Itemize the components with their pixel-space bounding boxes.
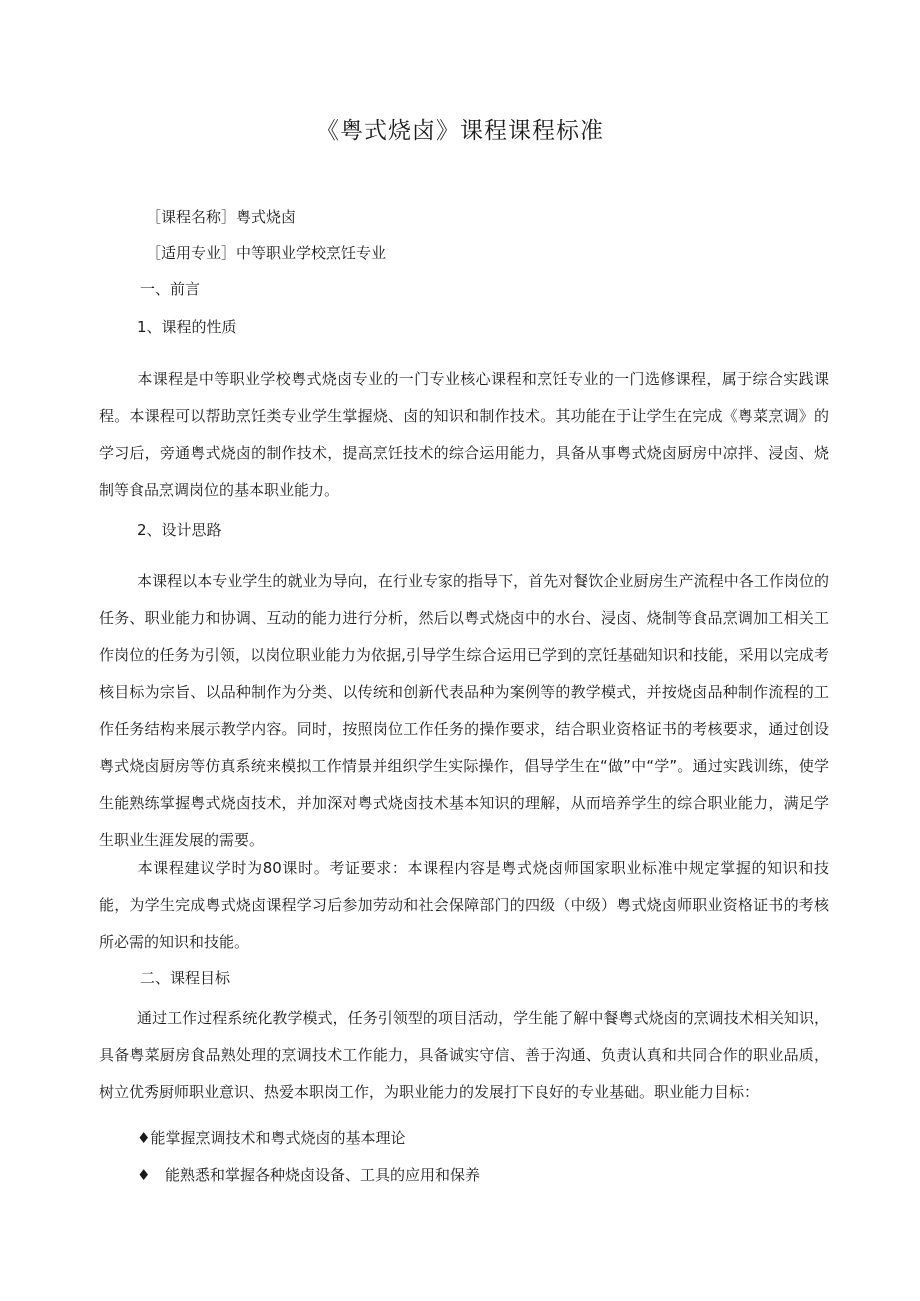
diamond-bullet-icon: ♦ — [137, 1166, 151, 1184]
section-heading-objectives: 二、课程目标 — [140, 969, 231, 987]
section-heading-preface: 一、前言 — [140, 280, 201, 298]
bullet-item: ♦ 能熟悉和掌握各种烧卤设备、工具的应用和保养 — [137, 1166, 481, 1184]
bullet-item: ♦能掌握烹调技术和粤式烧卤的基本理论 — [137, 1129, 406, 1147]
diamond-bullet-icon: ♦ — [137, 1129, 151, 1147]
paragraph-credit-hours: 本课程建议学时为80课时。考证要求：本课程内容是粤式烧卤师国家职业标准中规定掌握的知识和技能，为学生完成粤式烧卤课程学习后参加劳动和社会保障部门的四级（中级）粤式烧卤师职业资格证书的考核所必需的知识和技能。 — [99, 859, 829, 951]
course-name-line: ［课程名称］粤式烧卤 — [146, 208, 297, 226]
subheading-design-approach: 2、设计思路 — [137, 521, 222, 539]
subheading-course-nature: 1、课程的性质 — [137, 318, 237, 336]
paragraph-course-nature: 本课程是中等职业学校粤式烧卤专业的一门专业核心课程和烹饪专业的一门选修课程，属于综合实践课程。本课程可以帮助烹饪类专业学生掌握烧、卤的知识和制作技术。其功能在于让学生在完成《粤菜烹调》的学习后，旁通粤式烧卤的制作技术，提高烹饪技术的综合运用能力，具备从事粤式烧卤厨房中凉拌、浸卤、烧制等食品烹调岗位的基本职业能力。 — [99, 370, 829, 499]
major-line: ［适用专业］中等职业学校烹饪专业 — [146, 244, 387, 262]
document-title: 《粤式烧卤》课程课程标准 — [316, 118, 604, 144]
paragraph-design-approach: 本课程以本专业学生的就业为导向，在行业专家的指导下，首先对餐饮企业厨房生产流程中各工作岗位的任务、职业能力和协调、互动的能力进行分析，然后以粤式烧卤中的水台、浸卤、烧制等食品烹调加工相关工作岗位的任务为引领，以岗位职业能力为依据,引导学生综合运用已学到的烹饪基础知识和技能，采用以完成考核目标为宗旨、以品种制作为分类、以传统和创新代表品种为案例等的教学模式，并按烧卤品种制作流程的工作任务结构来展示教学内容。同时，按照岗位工作任务的操作要求，结合职业资格证书的考核要求，通过创设粤式烧卤厨房等仿真系统来模拟工作情景并组织学生实际操作，倡导学生在“做”中“学”。通过实践训练，使学生能熟练掌握粤式烧卤技术，并加深对粤式烧卤技术基本知识的理解，从而培养学生的综合职业能力，满足学生职业生涯发展的需要。 — [99, 572, 829, 849]
paragraph-objectives: 通过工作过程系统化教学模式，任务引领型的项目活动，学生能了解中餐粤式烧卤的烹调技术相关知识，具备粤菜厨房食品熟处理的烹调技术工作能力，具备诚实守信、善于沟通、负责认真和共同合作的职业品质，树立优秀厨师职业意识、热爱本职岗工作，为职业能力的发展打下良好的专业基础。职业能力目标： — [99, 1009, 829, 1101]
